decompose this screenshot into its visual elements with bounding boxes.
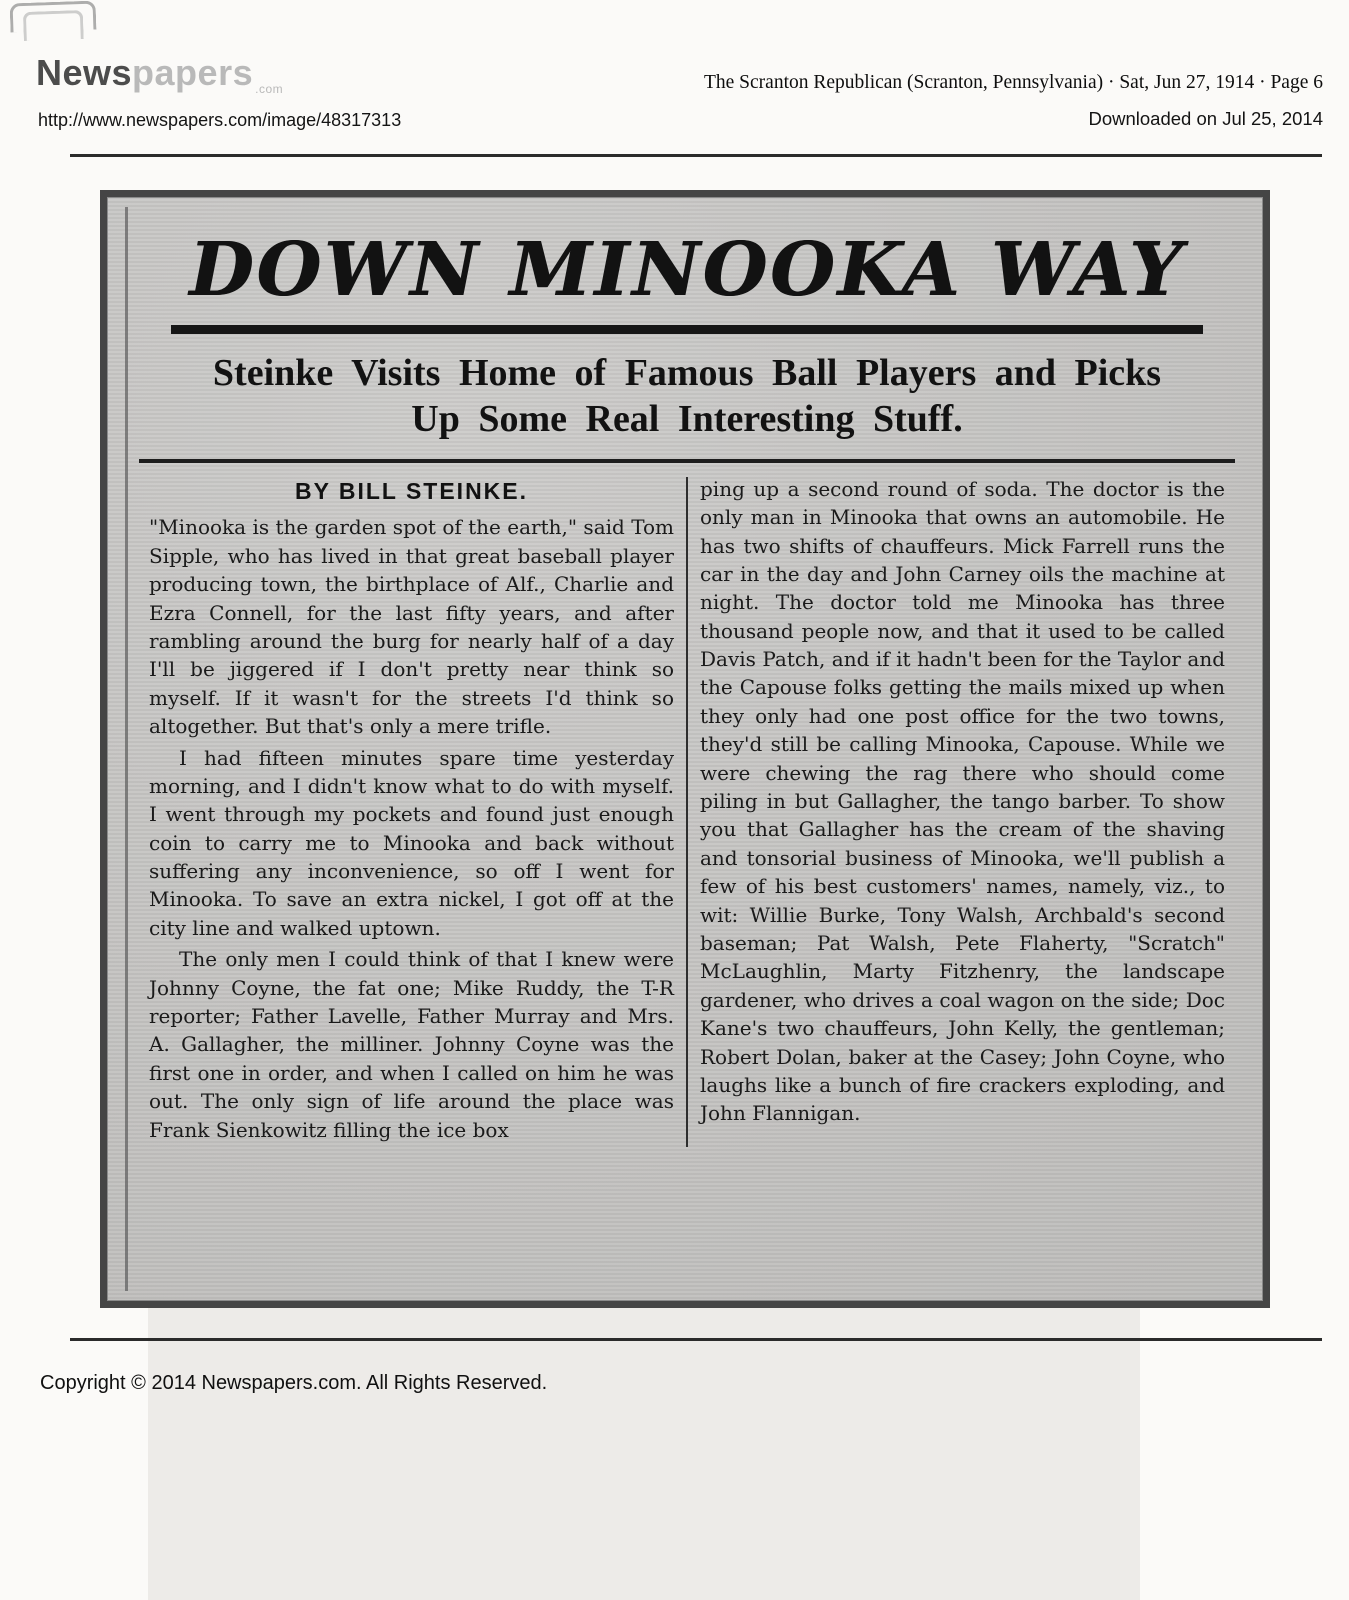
article-subhead [137,350,1237,443]
headline-rule [171,325,1203,334]
newspaper-clipping [100,190,1270,1308]
subhead-line-1: Steinke Visits Home of Famous Ball Players and Picks [212,352,1162,394]
scan-shadow-band [148,1306,1140,1600]
article-byline: BY BILL STEINKE. [294,477,529,504]
logo-news-text: News [36,52,133,93]
logo-papers-text: papers [132,52,254,93]
clipping-left-edge-line [125,207,128,1291]
newspapers-logo [36,52,283,96]
header-divider-rule [70,154,1322,157]
article-body [137,475,1237,1147]
staple-artifact [10,1,97,33]
article-paragraph: I had fifteen minutes spare time yesterday morning, and I didn't know what to do with myself. I went through my pockets and found just enough coin to carry me to Minooka and back without suffering any inconvenience, so off I went for Minooka. To save an extra nickel, I got off at the city line and walked uptown. [149,745,674,940]
article-paragraph: ping up a second round of soda. The doctor is the only man in Minooka that owns an automobile. He has two shifts of chauffeurs. Mick Farrell runs the car in the day and John Carney oils the machine at night. The doctor told me Minooka has three thousand people now, and that it used to be called Davis Patch, and if it hadn't been for the Taylor and the Capouse folks getting the mails mixed up when they only had one post office for the two towns, they'd still be calling Minooka, Capouse. While we were chewing the rag there who should come piling in but Gallagher, the tango barber. To show you that Gallagher has the cream of the shaving and tonsorial business of Minooka, we'll publish a few of his best customers' names, namely, viz., to wit: Willie Burke, Tony Walsh, Archbald's second baseman; Pat Walsh, Pete Flaherty, "Scratch" McLaughlin, Marty Fitzhenry, the landscape gardener, who drives a coal wagon on the side; Doc Kane's two chauffeurs, John Kelly, the gentleman; Robert Dolan, baker at the Casey; John Coyne, who laughs like a bunch of fire crackers exploding, and John Flannigan. [700,476,1225,1126]
article-headline: DOWN MINOOKA WAY [189,227,1185,313]
article-paragraph: "Minooka is the garden spot of the earth," said Tom Sipple, who has lived in that great baseball player producing town, the birthplace of Alf., Charlie and Ezra Connell, for the last fifty years, and after rambling around the burg for nearly half of a day I'll be jiggered if I don't pretty near think so myself. If it wasn't for the streets I'd think so altogether. But that's only a mere trifle. [149,515,674,739]
logo-com-text: .com [255,82,284,96]
article-right-column [688,475,1237,1147]
copyright-text: Copyright © 2014 Newspapers.com. All Rights Reserved. [40,1372,548,1394]
article-left-column [137,475,686,1147]
source-url: http://www.newspapers.com/image/48317313 [38,110,402,130]
footer-divider-rule [70,1338,1322,1341]
subhead-rule [139,459,1235,463]
article-paragraph: The only men I could think of that I knew were Johnny Coyne, the fat one; Mike Ruddy, the T-R reporter; Father Lavelle, Father Murray and Mrs. A. Gallagher, the milliner. Johnny Coyne was the first one in order, and when I called on him he was out. The only sign of life around the place was Frank Sienkowitz filling the ice box [149,947,674,1142]
citation-text: The Scranton Republican (Scranton, Pennsylvania) · Sat, Jun 27, 1914 · Page 6 [703,72,1323,93]
download-date-text: Downloaded on Jul 25, 2014 [1088,108,1323,129]
subhead-line-2: Up Some Real Interesting Stuff. [411,398,963,441]
